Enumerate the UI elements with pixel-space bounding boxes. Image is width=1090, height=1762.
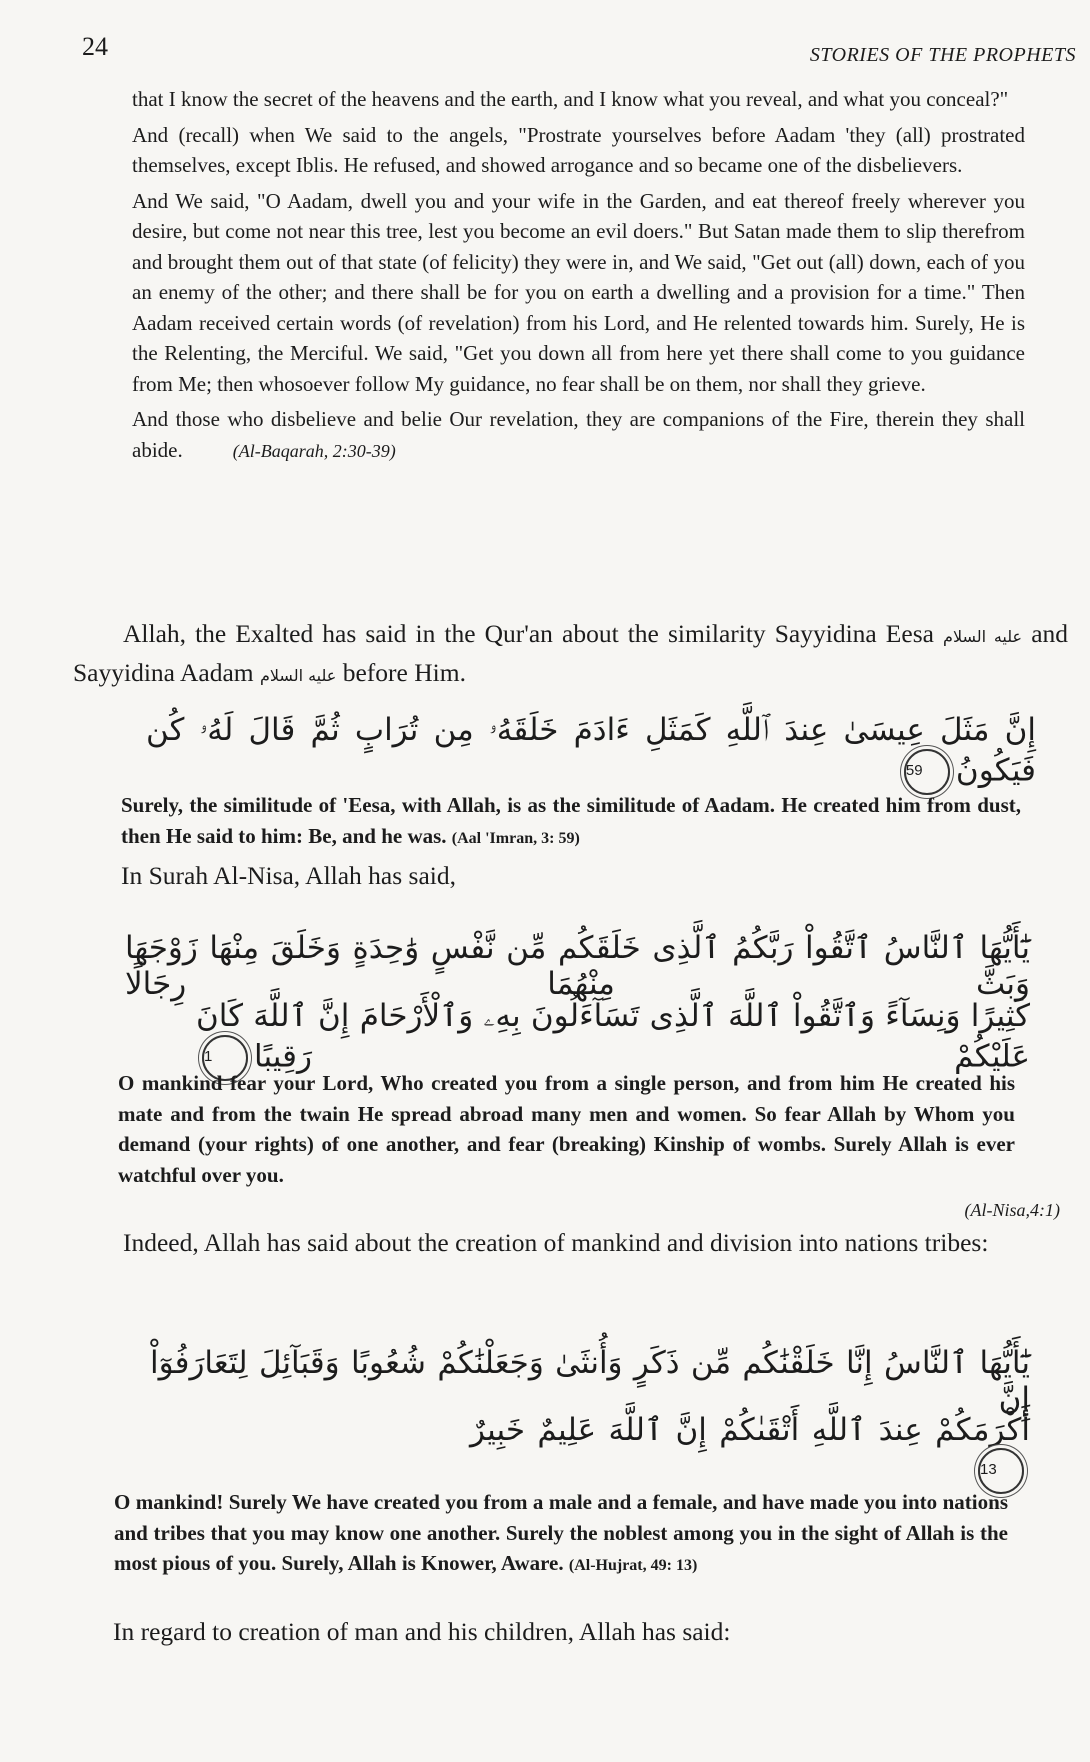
translation <box>121 790 1021 854</box>
honorific-glyph: عليه السلام <box>943 627 1023 646</box>
intro-text: and Sayyidina Aadam <box>73 619 1069 687</box>
arabic-verse-line: يَٰٓأَيُّهَا ٱلنَّاسُ إِنَّا خَلَقْنَٰكُم مِّن ذَكَرٍ وَأُنثَىٰ وَجَعَلْنَٰكُمْ شُعُوبًا وَقَبَآئِلَ لِتَعَارَفُوٓاْ إِنَّ <box>150 1345 1030 1417</box>
intro-text: Indeed, Allah has said about the creation of mankind and division into nations tribes: <box>123 1228 989 1257</box>
quote-paragraph <box>132 404 1025 466</box>
arabic-text: إِنَّ مَثَلَ عِيسَىٰ عِندَ ٱللَّهِ كَمَثَلِ ءَادَمَ خَلَقَهُۥ مِن تُرَابٍ ثُمَّ قَالَ لَهُۥ كُن فَيَكُونُ <box>146 712 1036 789</box>
translation: O mankind fear your Lord, Who created you from a single person, and from him He created his mate and from the twain He spread abroad many men and women. So fear Allah by Whom you demand (your rights) of one another, and fear (breaking) Kinship of wombs. Surely Allah is ever watchful over you. <box>118 1071 1015 1187</box>
verse-number-medallion: 13 <box>978 1448 1024 1494</box>
translation-text: O mankind! Surely We have created you from a male and a female, and have made you into nations and tribes that you may know one another. Surely the noblest among you in the sight of Allah is the most pious of you. Surely, Allah is Knower, Aware. <box>114 1490 1008 1575</box>
translation <box>114 1487 1008 1582</box>
quote-paragraph: that I know the secret of the heavens and the earth, and I know what you reveal, and what you conceal?" <box>132 87 1009 111</box>
quote-paragraph: And We said, "O Aadam, dwell you and your wife in the Garden, and eat thereof freely wherever you desire, but come not near this tree, lest you become an evil doers." But Satan made them to slip therefrom and brought them out of that state (of felicity) they were in, and We said, "Get out (all) down, each of you an enemy of the other; and there shall be for you on earth a dwelling and a provision for a time." Then Aadam received certain words (of revelation) from his Lord, and He relented towards him. Surely, He is the Relenting, the Merciful. We said, "Get you down all from here yet there shall come to you guidance from Me; then whosoever follow My guidance, no fear shall be on them, nor shall they grieve. <box>132 188 1025 396</box>
arabic-verse-line <box>470 1412 1030 1494</box>
section3-intro <box>73 1225 1068 1261</box>
verse-reference: (Al-Baqarah, 2:30-39) <box>232 440 396 461</box>
page-number: 24 <box>82 32 108 61</box>
section4-intro: In regard to creation of man and his children, Allah has said: <box>113 1617 731 1646</box>
intro-text: before Him. <box>342 658 466 687</box>
arabic-verse <box>146 712 1036 795</box>
verse-number-medallion: 1 <box>202 1035 248 1081</box>
quote-paragraph: And (recall) when We said to the angels, "Prostrate yourselves before Aadam 'they (all) prostrated themselves, except Iblis. He refused, and showed arrogance and so became one of the disbelievers. <box>132 122 1025 177</box>
running-title: STORIES OF THE PROPHETS <box>809 44 1076 66</box>
section1-intro <box>73 616 1068 694</box>
intro-text: Allah, the Exalted has said in the Qur'an about the similarity Sayyidina Eesa <box>123 619 934 648</box>
verse-reference: (Aal 'Imran, 3: 59) <box>451 829 580 847</box>
arabic-text: كَثِيرًا وَنِسَآءً وَٱتَّقُواْ ٱللَّهَ ٱلَّذِى تَسَآءَلُونَ بِهِۦ وَٱلْأَرْحَامَ إِنَّ ٱللَّهَ كَانَ عَلَيْكُمْ رَقِيبًا <box>196 998 1030 1075</box>
section2-intro: In Surah Al-Nisa, Allah has said, <box>121 861 456 890</box>
verse-reference: (Al-Nisa,4:1) <box>964 1200 1060 1220</box>
arabic-text: أَكْرَمَكُمْ عِندَ ٱللَّهِ أَتْقَىٰكُمْ إِنَّ ٱللَّهَ عَلِيمٌ خَبِيرٌ <box>470 1412 1030 1448</box>
verse-number-medallion: 59 <box>904 749 950 795</box>
quote-text: And those who disbelieve and belie Our revelation, they are companions of the Fire, therein they shall abide. <box>132 407 1025 462</box>
quote-block <box>132 84 1025 471</box>
arabic-verse-line: يَٰٓأَيُّهَا ٱلنَّاسُ ٱتَّقُواْ رَبَّكُمُ ٱلَّذِى خَلَقَكُم مِّن نَّفْسٍ وَٰحِدَةٍ وَخَلَقَ مِنْهَا زَوْجَهَا وَبَثَّ مِنْهُمَا رِجَالًا <box>125 930 1030 1002</box>
honorific-glyph: عليه السلام <box>259 666 337 685</box>
translation-text: Surely, the similitude of 'Eesa, with Allah, is as the similitude of Aadam. He created him from dust, then He said to him: Be, and he was. <box>121 793 1021 848</box>
verse-reference: (Al-Hujrat, 49: 13) <box>568 1557 698 1574</box>
